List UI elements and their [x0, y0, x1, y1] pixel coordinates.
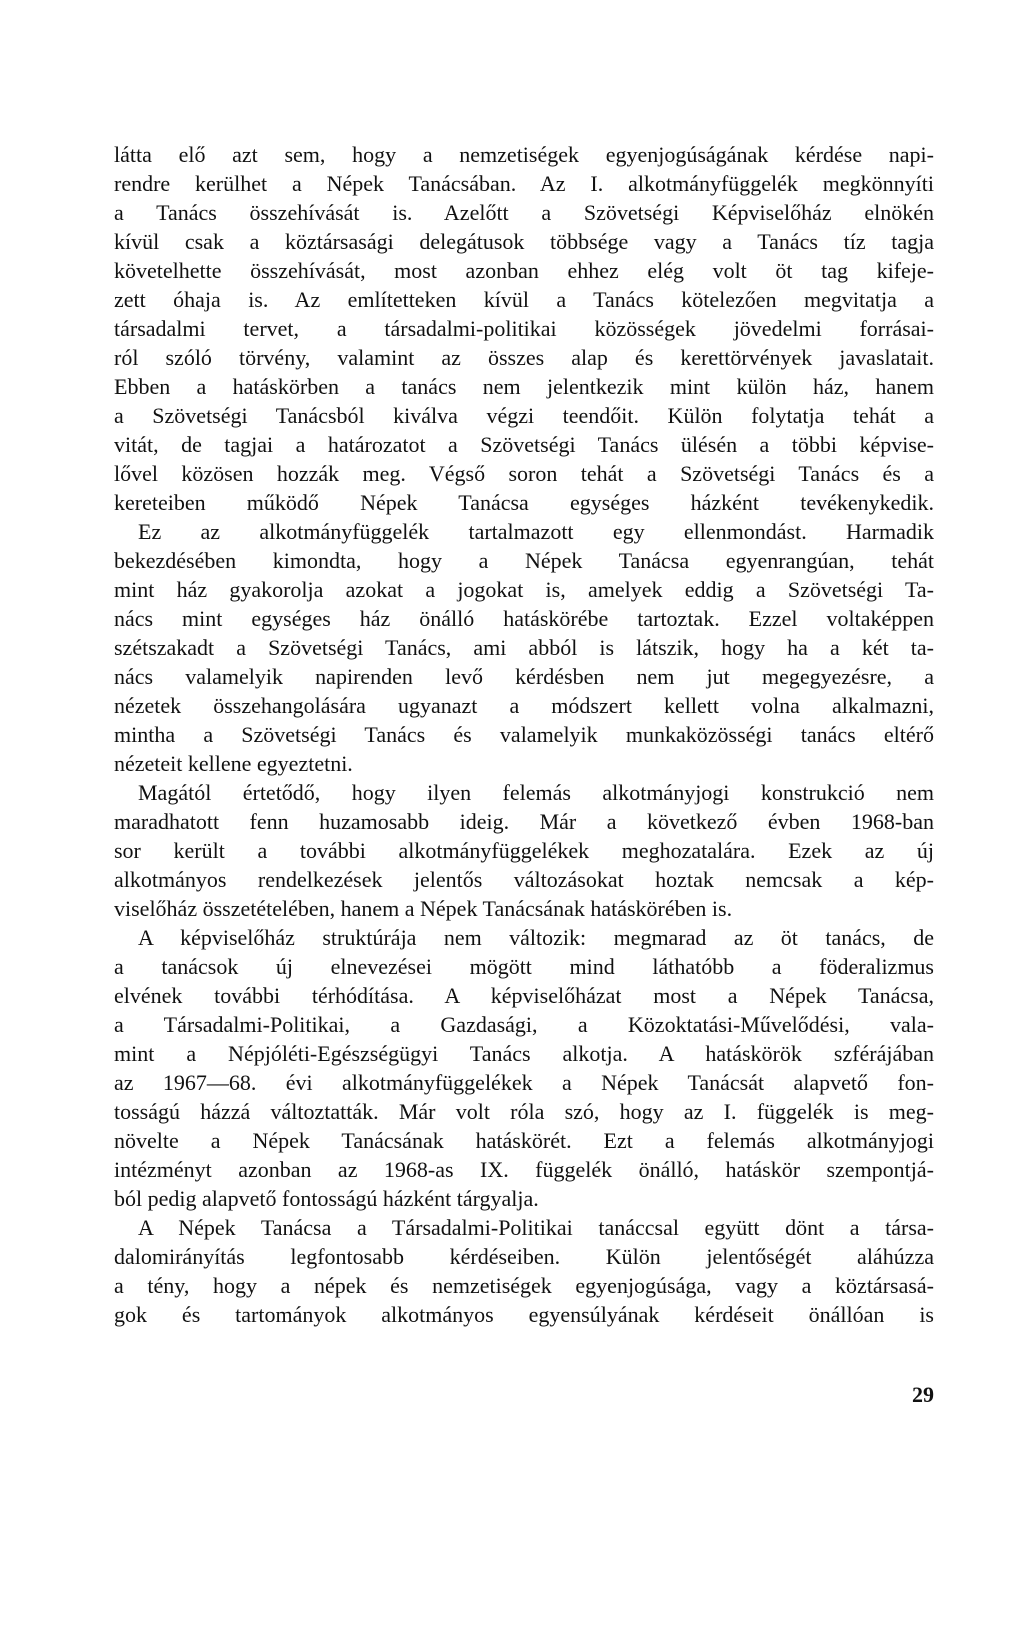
- body-text: [114, 140, 934, 1329]
- text-line: bekezdésében kimondta, hogy a Népek Tanácsa egyenrangúan, tehát: [114, 548, 934, 573]
- text-line: társadalmi tervet, a társadalmi-politikai közösségek jövedelmi forrásai-: [114, 316, 934, 341]
- text-line: sor került a további alkotmányfüggelékek meghozatalára. Ezek az új: [114, 838, 934, 863]
- text-line: A képviselőház struktúrája nem változik: megmarad az öt tanács, de: [138, 925, 934, 950]
- text-line: nács valamelyik napirenden levő kérdésben nem jut megegyezésre, a: [114, 664, 934, 689]
- text-line: maradhatott fenn huzamosabb ideig. Már a következő évben 1968-ban: [114, 809, 934, 834]
- text-line: látta elő azt sem, hogy a nemzetiségek egyenjogúságának kérdése napi-: [114, 142, 934, 167]
- text-line: kereteiben működő Népek Tanácsa egységes házként tevékenykedik.: [114, 490, 934, 515]
- page-number: 29: [912, 1382, 934, 1407]
- text-line: dalomirányítás legfontosabb kérdéseiben. Külön jelentőségét aláhúzza: [114, 1244, 934, 1269]
- text-line: elvének további térhódítása. A képviselőházat most a Népek Tanácsa,: [114, 983, 934, 1008]
- text-line: intézményt azonban az 1968-as IX. függelék önálló, hatáskör szempontjá-: [114, 1157, 934, 1182]
- text-line: vitát, de tagjai a határozatot a Szövetségi Tanács ülésén a többi képvise-: [114, 432, 934, 457]
- text-line: a tanácsok új elnevezései mögött mind láthatóbb a föderalizmus: [114, 954, 934, 979]
- text-line: kívül csak a köztársasági delegátusok többsége vagy a Tanács tíz tagja: [114, 229, 934, 254]
- text-line: nács mint egységes ház önálló hatáskörébe tartoztak. Ezzel voltaképpen: [114, 606, 934, 631]
- text-line: lővel közösen hozzák meg. Végső soron tehát a Szövetségi Tanács és a: [114, 461, 934, 486]
- text-line: mint ház gyakorolja azokat a jogokat is, amelyek eddig a Szövetségi Ta-: [114, 577, 934, 602]
- text-line: a tény, hogy a népek és nemzetiségek egyenjogúsága, vagy a köztársasá-: [114, 1273, 934, 1298]
- text-line: alkotmányos rendelkezések jelentős változásokat hoztak nemcsak a kép-: [114, 867, 934, 892]
- text-line: nézetek összehangolására ugyanazt a módszert kellett volna alkalmazni,: [114, 693, 934, 718]
- text-line: tosságú házzá változtatták. Már volt róla szó, hogy az I. függelék is meg-: [114, 1099, 934, 1124]
- text-line: nézeteit kellene egyeztetni.: [114, 751, 353, 776]
- text-line: az 1967—68. évi alkotmányfüggelékek a Népek Tanácsát alapvető fon-: [114, 1070, 934, 1095]
- text-line: a Tanács összehívását is. Azelőtt a Szövetségi Képviselőház elnökén: [114, 200, 934, 225]
- text-line: rendre kerülhet a Népek Tanácsában. Az I. alkotmányfüggelék megkönnyíti: [114, 171, 934, 196]
- text-line: követelhette összehívását, most azonban ehhez elég volt öt tag kifeje-: [114, 258, 934, 283]
- text-line: Ez az alkotmányfüggelék tartalmazott egy ellenmondást. Harmadik: [138, 519, 934, 544]
- text-line: szétszakadt a Szövetségi Tanács, ami abból is látszik, hogy ha a két ta-: [114, 635, 934, 660]
- text-line: növelte a Népek Tanácsának hatáskörét. Ezt a felemás alkotmányjogi: [114, 1128, 934, 1153]
- text-line: a Társadalmi-Politikai, a Gazdasági, a Közoktatási-Művelődési, vala-: [114, 1012, 934, 1037]
- text-line: mintha a Szövetségi Tanács és valamelyik munkaközösségi tanács eltérő: [114, 722, 934, 747]
- text-line: a Szövetségi Tanácsból kiválva végzi teendőit. Külön folytatja tehát a: [114, 403, 934, 428]
- text-line: Magától értetődő, hogy ilyen felemás alkotmányjogi konstrukció nem: [138, 780, 934, 805]
- text-line: viselőház összetételében, hanem a Népek Tanácsának hatáskörében is.: [114, 896, 733, 921]
- text-line: Ebben a hatáskörben a tanács nem jelentkezik mint külön ház, hanem: [114, 374, 934, 399]
- text-line: ból pedig alapvető fontosságú házként tárgyalja.: [114, 1186, 539, 1211]
- text-line: gok és tartományok alkotmányos egyensúlyának kérdéseit önállóan is: [114, 1302, 934, 1327]
- text-line: ról szóló törvény, valamint az összes alap és kerettörvények javaslatait.: [114, 345, 934, 370]
- text-line: mint a Népjóléti-Egészségügyi Tanács alkotja. A hatáskörök szférájában: [114, 1041, 934, 1066]
- text-line: zett óhaja is. Az említetteken kívül a Tanács kötelezően megvitatja a: [114, 287, 934, 312]
- text-line: A Népek Tanácsa a Társadalmi-Politikai tanáccsal együtt dönt a társa-: [138, 1215, 934, 1240]
